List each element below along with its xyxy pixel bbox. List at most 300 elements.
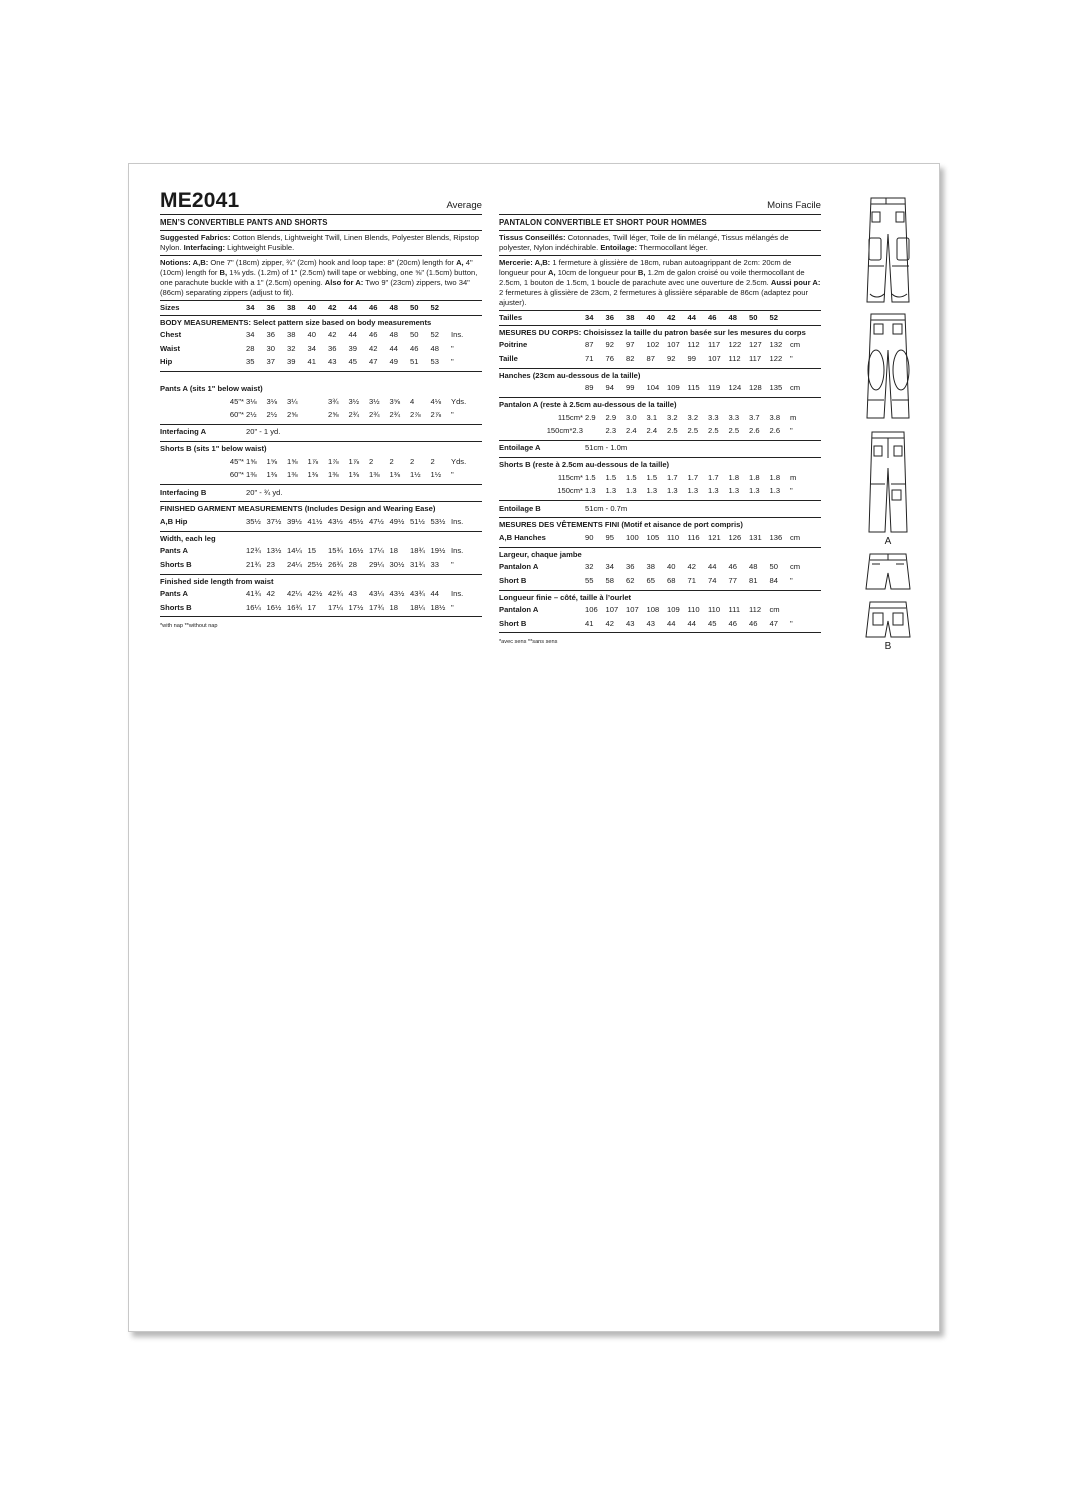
cell-value: 44 <box>667 618 676 628</box>
row-label: Hip <box>160 357 173 367</box>
size-value: 50 <box>749 313 758 323</box>
cell-value: 48 <box>749 562 758 572</box>
size-value: 40 <box>307 303 316 313</box>
table-row <box>499 574 821 587</box>
cell-value: 13½ <box>266 546 282 556</box>
section-heading: Longueur finie – côté, taille à l’ourlet <box>499 592 632 602</box>
cell-value: 131 <box>749 533 762 543</box>
cell-value: 3.0 <box>626 412 637 422</box>
measurement-section <box>499 326 821 369</box>
notions-text: 1.2m de galon croisé ou voile thermocollant de 2.5cm, 1 bouton de 1.5cm, 1 boucle de parachute avec une ouverture de 2.5cm. <box>499 268 805 288</box>
cell-value: 1.5 <box>626 472 637 482</box>
cell-value: 41 <box>307 357 316 367</box>
pants-a-cargo-back-drawing <box>862 310 914 422</box>
cell-value: 3½ <box>348 396 360 406</box>
cell-value: 18 <box>389 602 398 612</box>
cell-value: 1⅝ <box>287 456 298 466</box>
cell-value: 30 <box>266 343 275 353</box>
section-heading: Shorts B (sits 1" below waist) <box>160 444 267 454</box>
cell-value: 3.3 <box>708 412 719 422</box>
cell-value: 33 <box>430 559 439 569</box>
notions-paragraph <box>499 256 821 311</box>
cell-value: 53 <box>430 357 439 367</box>
cell-value: 77 <box>728 575 737 585</box>
cell-value: 117 <box>749 353 762 363</box>
cell-value: 36 <box>328 343 337 353</box>
cell-value: 52 <box>430 330 439 340</box>
cell-value: 1.3 <box>585 486 596 496</box>
cell-value: 1.3 <box>708 486 719 496</box>
cell-value: 43 <box>348 589 357 599</box>
row-label: Entoilage B <box>499 503 541 513</box>
size-value: 36 <box>605 313 614 323</box>
cell-value: 50 <box>410 330 419 340</box>
unit: " <box>451 357 454 367</box>
garment-title: MEN’S CONVERTIBLE PANTS AND SHORTS <box>160 215 482 231</box>
cell-value: 3.1 <box>646 412 658 422</box>
cell-value: 51 <box>410 357 419 367</box>
sizes-label: Tailles <box>499 313 523 323</box>
cell-value: 2.6 <box>749 426 760 436</box>
cell-value: 3½ <box>369 396 380 406</box>
cell-value: 68 <box>667 575 676 585</box>
cell-value: 111 <box>728 605 741 615</box>
unit: m <box>790 472 797 482</box>
cell-value: 32 <box>287 343 296 353</box>
cell-value: 44 <box>389 343 398 353</box>
row-label: A,B Hip <box>160 517 188 527</box>
cell-value: 2 <box>410 456 415 466</box>
unit: " <box>451 343 454 353</box>
shorts-b-front-drawing <box>862 551 914 593</box>
cell-value: 41 <box>585 618 594 628</box>
cell-value: 42¾ <box>328 589 343 599</box>
unit: Ins. <box>451 589 464 599</box>
cell-value: 95 <box>605 533 614 543</box>
cell-value: 34 <box>605 562 614 572</box>
cell-value: 1⅜ <box>246 470 257 480</box>
cell-value: 36 <box>266 330 275 340</box>
row-label: Pants A <box>160 589 188 599</box>
unit: cm <box>790 562 801 572</box>
cell-value: 1⅞ <box>307 456 319 466</box>
footnote: *with nap **without nap <box>160 623 218 630</box>
cell-value: 49 <box>389 357 398 367</box>
notions-text: One 7" (18cm) zipper, ¾" (2cm) hook and loop tape: 8" (20cm) length for <box>208 258 457 268</box>
cell-value: 128 <box>749 383 762 393</box>
cell-value: 2.5 <box>667 426 678 436</box>
cell-value: 3.3 <box>728 412 740 422</box>
measurement-section <box>499 369 821 398</box>
size-value: 46 <box>708 313 717 323</box>
size-value: 48 <box>389 303 398 313</box>
section-heading: MESURES DU CORPS: Choisissez la taille du patron basée sur les mesures du corps <box>499 327 806 337</box>
row-label: Taille <box>499 353 518 363</box>
row-text: 20" - 1 yd. <box>246 427 281 437</box>
cell-value: 1⅞ <box>348 456 360 466</box>
row-label: Poitrine <box>499 340 528 350</box>
cell-value: 31¾ <box>410 559 425 569</box>
cell-value: 38 <box>287 330 296 340</box>
table-row <box>160 601 482 614</box>
cell-value: 50 <box>769 562 778 572</box>
shorts-b-back-drawing <box>862 599 914 641</box>
cell-value: 45 <box>708 618 717 628</box>
unit: cm <box>769 605 780 615</box>
table-row <box>160 356 482 369</box>
pants-a-straight-drawing <box>862 428 914 536</box>
cell-value: 2 <box>369 456 374 466</box>
cell-value: 2⅝ <box>287 410 298 420</box>
cell-value: 108 <box>646 605 660 615</box>
cell-value: 48 <box>389 330 398 340</box>
cell-value: 1.5 <box>585 472 596 482</box>
cell-value: 2¾ <box>348 410 360 420</box>
table-row <box>499 604 821 617</box>
measurement-section <box>160 372 482 425</box>
cell-value: 42 <box>328 330 337 340</box>
cell-value: 122 <box>728 340 742 350</box>
table-row <box>499 502 821 515</box>
cell-value: 40 <box>667 562 676 572</box>
cell-value: 107 <box>605 605 619 615</box>
cell-value: 42 <box>605 618 614 628</box>
cell-value: 126 <box>728 533 742 543</box>
pants-a-cargo-front-drawing <box>862 194 914 306</box>
cell-value: 102 <box>646 340 660 350</box>
fabrics-label: Tissus Conseillés: <box>499 233 566 243</box>
cell-value: 107 <box>708 353 721 363</box>
section-heading: FINISHED GARMENT MEASUREMENTS (Includes Design and Wearing Ease) <box>160 504 436 514</box>
cell-value: 89 <box>585 383 594 393</box>
row-label: Interfacing B <box>160 487 207 497</box>
cell-value: 17½ <box>348 602 364 612</box>
cell-value: 2.5 <box>687 426 699 436</box>
row-text: 51cm - 1.0m <box>585 443 628 453</box>
table-row <box>160 395 482 408</box>
cell-value: 15 <box>307 546 316 556</box>
size-value: 34 <box>585 313 594 323</box>
cell-value: 43½ <box>328 517 343 527</box>
cell-value: 34 <box>307 343 316 353</box>
measurement-section <box>499 518 821 547</box>
cell-value: 36 <box>626 562 635 572</box>
cell-value: 39 <box>348 343 357 353</box>
cell-value: 17¼ <box>369 546 384 556</box>
cell-value: 107 <box>667 340 680 350</box>
unit: " <box>790 618 793 628</box>
cell-value: 2¾ <box>389 410 401 420</box>
cell-value: 117 <box>708 340 721 350</box>
row-text: 51cm - 0.7m <box>585 503 628 513</box>
table-row <box>499 561 821 574</box>
unit: cm <box>790 340 801 350</box>
cell-value: 82 <box>626 353 635 363</box>
cell-value: 28 <box>348 559 357 569</box>
cell-value: 2.5 <box>708 426 719 436</box>
cell-value: 1.3 <box>769 486 781 496</box>
cell-value: 136 <box>769 533 783 543</box>
cell-value: 3⅛ <box>246 396 257 406</box>
notions-label: Also for A: <box>324 278 364 288</box>
cell-value: 1⅜ <box>369 470 380 480</box>
cell-value: 76 <box>605 353 614 363</box>
cell-value: 15¾ <box>328 546 343 556</box>
footnote: *avec sens **sans sens <box>499 639 558 646</box>
cell-value: 2½ <box>246 410 257 420</box>
measurement-section <box>160 502 482 531</box>
notions-label: B, <box>637 268 646 278</box>
cell-value: 110 <box>708 605 721 615</box>
table-row <box>499 352 821 365</box>
table-row <box>160 342 482 355</box>
english-column <box>160 190 482 631</box>
cell-value: 17¾ <box>369 602 384 612</box>
section-heading: Shorts B (reste à 2.5cm au-dessous de la taille) <box>499 460 670 470</box>
cell-value: 2.6 <box>769 426 781 436</box>
cell-value: 122 <box>769 353 783 363</box>
table-row <box>160 515 482 528</box>
cell-value: 30½ <box>389 559 405 569</box>
cell-value: 39 <box>287 357 296 367</box>
cell-value: 3.2 <box>667 412 678 422</box>
pattern-number: ME2041 <box>160 189 240 212</box>
cell-value: 119 <box>708 383 721 393</box>
measurement-section <box>160 316 482 372</box>
cell-value: 45½ <box>348 517 364 527</box>
cell-value: 1.7 <box>667 472 678 482</box>
sizes-label: Sizes <box>160 303 180 313</box>
cell-value: 3.8 <box>769 412 781 422</box>
unit: cm <box>790 533 801 543</box>
notions-paragraph <box>160 256 482 301</box>
cell-value: 100 <box>626 533 639 543</box>
view-b-label: B <box>884 641 892 652</box>
cell-value: 112 <box>728 353 741 363</box>
row-label: Pants A <box>160 546 188 556</box>
size-value: 36 <box>266 303 275 313</box>
cell-value: 112 <box>749 605 762 615</box>
table-row <box>160 455 482 468</box>
row-label: Entoilage A <box>499 443 541 453</box>
cell-value: 1.3 <box>646 486 658 496</box>
cell-value: 2 <box>389 456 394 466</box>
measurement-section <box>499 458 821 501</box>
cell-value: 44 <box>687 618 696 628</box>
cell-value: 84 <box>769 575 778 585</box>
cell-value: 3⅛ <box>266 396 278 406</box>
table-row <box>499 617 821 630</box>
cell-value: 99 <box>687 353 696 363</box>
cell-value: 16¼ <box>246 602 261 612</box>
measurement-section <box>160 485 482 502</box>
cell-value: 17 <box>307 602 316 612</box>
cell-value: 35 <box>246 357 255 367</box>
size-value: 42 <box>328 303 337 313</box>
table-row <box>499 485 821 498</box>
notions-text: 1⅜ yds. (1.2m) of 1" (2.5cm) twill tape or webbing, one ⅝" (1.5cm) button, one parachute buckle with a 1" (2.5cm) opening. <box>160 268 478 288</box>
row-label: 115cm* <box>557 472 583 482</box>
cell-value: 32 <box>585 562 594 572</box>
unit: Yds. <box>451 456 467 466</box>
cell-value: 1.3 <box>667 486 678 496</box>
cell-value: 2¾ <box>369 410 380 420</box>
difficulty-level: Average <box>446 200 482 212</box>
section-heading: MESURES DES VÊTEMENTS FINI (Motif et aisance de port compris) <box>499 520 743 530</box>
cell-value: 107 <box>626 605 639 615</box>
cell-value: 106 <box>585 605 598 615</box>
row-label: 115cm* <box>557 412 583 422</box>
notions-label: B, <box>219 268 228 278</box>
cell-value: 1⅞ <box>328 456 339 466</box>
cell-value: 26¾ <box>328 559 343 569</box>
unit: cm <box>790 383 801 393</box>
section-heading: BODY MEASUREMENTS: Select pattern size based on body measurements <box>160 317 432 327</box>
table-row <box>160 426 482 439</box>
row-label: Waist <box>160 343 180 353</box>
cell-value: 81 <box>749 575 758 585</box>
cell-value: 1½ <box>410 470 421 480</box>
table-row <box>160 588 482 601</box>
cell-value: 41¾ <box>246 589 261 599</box>
unit: Ins. <box>451 517 464 527</box>
size-value: 44 <box>348 303 357 313</box>
garment-title: PANTALON CONVERTIBLE ET SHORT POUR HOMMES <box>499 215 821 231</box>
size-value: 38 <box>626 313 635 323</box>
notions-label: A, <box>547 268 556 278</box>
unit: " <box>790 426 793 436</box>
row-label: 150cm*2.3 <box>546 426 583 436</box>
cell-value: 42 <box>369 343 378 353</box>
measurement-section <box>160 425 482 442</box>
unit: " <box>451 602 454 612</box>
cell-value: 127 <box>749 340 762 350</box>
cell-value: 42½ <box>307 589 323 599</box>
sizes-row <box>160 301 482 315</box>
table-row <box>160 545 482 558</box>
unit: " <box>451 559 454 569</box>
cell-value: 109 <box>667 383 680 393</box>
cell-value: 58 <box>605 575 614 585</box>
section-heading: Hanches (23cm au-dessous de la taille) <box>499 370 641 380</box>
cell-value: 42¼ <box>287 589 302 599</box>
cell-value: 53½ <box>430 517 446 527</box>
cell-value: 87 <box>585 340 594 350</box>
unit: " <box>790 486 793 496</box>
row-label: Short B <box>499 575 527 585</box>
sizes-row <box>499 311 821 325</box>
cell-value: 71 <box>585 353 594 363</box>
cell-value: 2.4 <box>626 426 637 436</box>
notions-text: 2 fermetures à glissière de 23cm, 2 fermetures à glissière séparable de 86cm (adaptez pour ajuster). <box>499 288 808 308</box>
cell-value: 97 <box>626 340 635 350</box>
cell-value: 44 <box>708 562 717 572</box>
row-label: 60"* <box>229 410 244 420</box>
cell-value: 37½ <box>266 517 282 527</box>
section-heading: Pantalon A (reste à 2.5cm au-dessous de la taille) <box>499 399 677 409</box>
size-value: 46 <box>369 303 378 313</box>
cell-value: 90 <box>585 533 594 543</box>
size-value: 52 <box>769 313 778 323</box>
cell-value: 39½ <box>287 517 302 527</box>
row-label: Interfacing A <box>160 427 207 437</box>
cell-value: 3.2 <box>687 412 699 422</box>
size-value: 50 <box>410 303 419 313</box>
unit: Ins. <box>451 330 464 340</box>
cell-value: 41½ <box>307 517 323 527</box>
cell-value: 43¼ <box>369 589 384 599</box>
cell-value: 2⅞ <box>410 410 421 420</box>
table-row <box>160 469 482 482</box>
cell-value: 28 <box>246 343 255 353</box>
cell-value: 21¾ <box>246 559 261 569</box>
cell-value: 43½ <box>389 589 405 599</box>
table-row <box>499 424 821 437</box>
cell-value: 42 <box>687 562 696 572</box>
unit: " <box>790 575 793 585</box>
cell-value: 16¾ <box>287 602 302 612</box>
cell-value: 45 <box>348 357 357 367</box>
size-value: 48 <box>728 313 737 323</box>
column-header <box>160 190 482 215</box>
cell-value: 109 <box>667 605 680 615</box>
fabrics-paragraph <box>499 231 821 256</box>
cell-value: 2.3 <box>605 426 617 436</box>
cell-value: 1.3 <box>687 486 699 496</box>
table-row <box>499 531 821 544</box>
row-label: A,B Hanches <box>499 533 546 543</box>
cell-value: 46 <box>410 343 419 353</box>
cell-value: 1⅝ <box>246 456 257 466</box>
cell-value: 1⅜ <box>287 470 298 480</box>
notions-text: Two 9" (23cm) zippers, two 34" (86cm) separating zippers (adjust to fit). <box>160 278 470 298</box>
fabrics-label: Suggested Fabrics: <box>160 233 231 243</box>
notions-label: A, <box>456 258 464 268</box>
cell-value: 47½ <box>369 517 384 527</box>
row-label: Short B <box>499 618 527 628</box>
cell-value: 1⅝ <box>266 456 278 466</box>
cell-value: 55 <box>585 575 594 585</box>
measurement-section <box>160 575 482 618</box>
table-row <box>160 408 482 421</box>
cell-value: 115 <box>687 383 700 393</box>
cell-value: 47 <box>769 618 778 628</box>
cell-value: 46 <box>728 562 737 572</box>
cell-value: 2.5 <box>728 426 740 436</box>
cell-value: 105 <box>646 533 660 543</box>
table-row <box>499 442 821 455</box>
cell-value: 110 <box>687 605 700 615</box>
view-a-label: A <box>884 536 892 547</box>
cell-value: 94 <box>605 383 614 393</box>
cell-value: 104 <box>646 383 660 393</box>
cell-value: 19½ <box>430 546 446 556</box>
cell-value: 16½ <box>348 546 364 556</box>
cell-value: 43 <box>626 618 635 628</box>
cell-value: 1⅜ <box>348 470 360 480</box>
row-label: Chest <box>160 330 182 340</box>
cell-value: 40 <box>307 330 316 340</box>
cell-value: 2.9 <box>605 412 617 422</box>
cell-value: 4 <box>410 396 415 406</box>
cell-value: 18¾ <box>410 546 425 556</box>
cell-value: 1⅜ <box>307 470 319 480</box>
cell-value: 47 <box>369 357 378 367</box>
notions-text: 4" (10cm) length for <box>160 258 473 278</box>
table-row <box>499 471 821 484</box>
measurement-section <box>499 548 821 591</box>
table-row <box>160 486 482 499</box>
